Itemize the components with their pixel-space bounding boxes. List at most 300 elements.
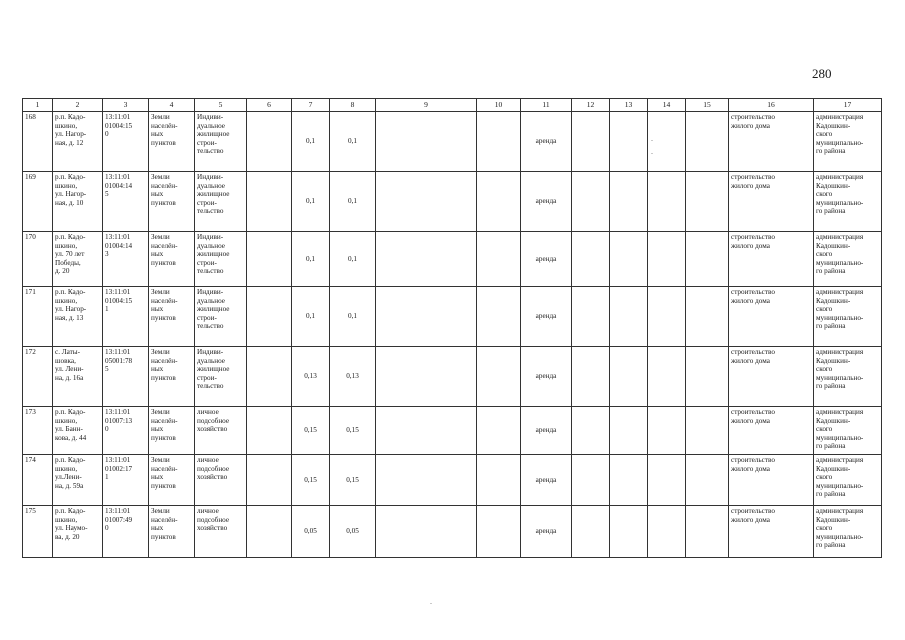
lease-type-cell: аренда xyxy=(521,232,572,287)
table-row xyxy=(23,232,882,287)
permitted-use-cell xyxy=(195,455,247,506)
area-cell: 0,1 xyxy=(330,287,376,347)
land-category-cell-line: ных xyxy=(151,524,164,533)
column-header: 14 xyxy=(648,99,686,112)
land-category-cell-line: населён- xyxy=(151,416,178,425)
empty-cell xyxy=(572,172,610,232)
address-cell-line: шкино, xyxy=(55,296,78,305)
address-cell-line: ул. Нагор- xyxy=(55,130,87,139)
cadastral-number-cell-line: 1 xyxy=(105,305,109,314)
empty-cell xyxy=(572,347,610,407)
land-category-cell-line: Земли xyxy=(151,348,170,356)
purpose-cell xyxy=(729,172,814,232)
address-cell-line: шкино, xyxy=(55,464,78,473)
permitted-use-cell-line: личное xyxy=(197,408,219,416)
land-category-cell-line: населён- xyxy=(151,296,178,305)
empty-cell xyxy=(610,112,648,172)
area-cell: 0,1 xyxy=(330,172,376,232)
land-category-cell-line: ных xyxy=(151,250,164,259)
column-header: 15 xyxy=(686,99,729,112)
lease-type-cell: аренда xyxy=(521,455,572,506)
permitted-use-cell-line: Индиви- xyxy=(197,173,224,181)
cadastral-number-cell-line: 1 xyxy=(105,473,109,482)
cadastral-number-cell-line: 01007:13 xyxy=(105,416,133,425)
area-cell: 0,13 xyxy=(292,347,330,407)
purpose-cell-line: жилого дома xyxy=(731,241,770,250)
permitted-use-cell-line: Индиви- xyxy=(197,288,224,296)
cadastral-number-cell-line: 05001:78 xyxy=(105,356,133,365)
cadastral-number-cell xyxy=(103,172,149,232)
empty-cell xyxy=(477,172,521,232)
area-cell: 0,15 xyxy=(292,407,330,455)
row-number: 170 xyxy=(23,232,53,287)
empty-cell xyxy=(686,347,729,407)
address-cell xyxy=(53,506,103,558)
purpose-cell-line: строительство xyxy=(731,233,775,241)
empty-cell xyxy=(247,455,292,506)
owner-cell-line: го района xyxy=(816,207,846,216)
address-cell-line: р.п. Кадо- xyxy=(55,456,86,464)
permitted-use-cell-line: подсобное xyxy=(197,416,230,425)
land-category-cell-line: пунктов xyxy=(151,198,176,207)
empty-cell xyxy=(610,232,648,287)
cadastral-number-cell-line: 01007:49 xyxy=(105,515,133,524)
empty-cell xyxy=(610,455,648,506)
empty-cell xyxy=(648,347,686,407)
row-number: 173 xyxy=(23,407,53,455)
owner-cell-line: муниципально- xyxy=(816,313,864,322)
table-row xyxy=(23,172,882,232)
area-cell: 0,1 xyxy=(292,172,330,232)
owner-cell-line: ского xyxy=(816,524,833,533)
permitted-use-cell-line: тельство xyxy=(197,147,224,156)
address-cell-line: р.п. Кадо- xyxy=(55,113,86,121)
row-number: 174 xyxy=(23,455,53,506)
permitted-use-cell-line: хозяйство xyxy=(197,473,228,482)
row-number: 169 xyxy=(23,172,53,232)
cadastral-number-cell-line: 5 xyxy=(105,190,109,199)
empty-cell xyxy=(610,506,648,558)
owner-cell-line: администрация xyxy=(816,348,864,356)
area-cell: 0,1 xyxy=(292,112,330,172)
table-row xyxy=(23,506,882,558)
empty-cell xyxy=(686,287,729,347)
column-header: 17 xyxy=(814,99,882,112)
address-cell xyxy=(53,232,103,287)
empty-cell xyxy=(477,112,521,172)
owner-cell-line: го района xyxy=(816,442,846,451)
owner-cell-line: администрация xyxy=(816,288,864,296)
area-cell: 0,05 xyxy=(292,506,330,558)
land-category-cell-line: Земли xyxy=(151,507,170,515)
cadastral-number-cell-line: 13:11:01 xyxy=(105,507,131,515)
cadastral-number-cell-line: 01002:17 xyxy=(105,464,133,473)
land-category-cell-line: населён- xyxy=(151,464,178,473)
empty-cell xyxy=(610,287,648,347)
owner-cell-line: муниципально- xyxy=(816,138,864,147)
table-row xyxy=(23,455,882,506)
table-row xyxy=(23,287,882,347)
owner-cell-line: администрация xyxy=(816,456,864,464)
empty-cell xyxy=(648,506,686,558)
land-category-cell-line: ных xyxy=(151,190,164,199)
empty-cell xyxy=(376,347,477,407)
permitted-use-cell-line: дуальное xyxy=(197,241,225,250)
purpose-cell xyxy=(729,347,814,407)
permitted-use-cell-line: тельство xyxy=(197,322,224,331)
empty-cell xyxy=(648,112,686,172)
empty-cell xyxy=(572,232,610,287)
purpose-cell xyxy=(729,112,814,172)
permitted-use-cell-line: тельство xyxy=(197,267,224,276)
permitted-use-cell xyxy=(195,232,247,287)
empty-cell xyxy=(610,172,648,232)
permitted-use-cell-line: жилищное xyxy=(197,130,230,139)
address-cell-line: шкино, xyxy=(55,515,78,524)
address-cell-line: ул. Лени- xyxy=(55,365,84,374)
empty-cell xyxy=(376,407,477,455)
address-cell-line: на, д. 59а xyxy=(55,481,84,490)
owner-cell-line: администрация xyxy=(816,173,864,181)
column-header: 8 xyxy=(330,99,376,112)
permitted-use-cell-line: хозяйство xyxy=(197,425,228,434)
column-header: 5 xyxy=(195,99,247,112)
permitted-use-cell xyxy=(195,407,247,455)
cadastral-number-cell-line: 01004:14 xyxy=(105,181,133,190)
empty-cell xyxy=(376,172,477,232)
permitted-use-cell-line: дуальное xyxy=(197,296,225,305)
address-cell-line: Победы, xyxy=(55,258,81,267)
cadastral-number-cell-line: 13:11:01 xyxy=(105,113,131,121)
permitted-use-cell-line: строи- xyxy=(197,138,217,147)
owner-cell-line: го района xyxy=(816,490,846,499)
owner-cell-line: ского xyxy=(816,250,833,259)
land-category-cell-line: населён- xyxy=(151,241,178,250)
area-cell: 0,13 xyxy=(330,347,376,407)
permitted-use-cell xyxy=(195,172,247,232)
permitted-use-cell-line: подсобное xyxy=(197,515,230,524)
owner-cell-line: Кадошкин- xyxy=(816,241,851,250)
address-cell-line: ная, д. 12 xyxy=(55,138,84,147)
empty-cell xyxy=(477,232,521,287)
empty-cell xyxy=(477,455,521,506)
address-cell xyxy=(53,112,103,172)
cadastral-number-cell-line: 5 xyxy=(105,365,109,374)
scan-speck: . xyxy=(651,147,653,156)
empty-cell xyxy=(686,455,729,506)
land-category-cell xyxy=(149,455,195,506)
cadastral-number-cell xyxy=(103,506,149,558)
owner-cell xyxy=(814,112,882,172)
table-row xyxy=(23,112,882,172)
cadastral-number-cell xyxy=(103,287,149,347)
owner-cell xyxy=(814,287,882,347)
owner-cell-line: го района xyxy=(816,267,846,276)
scan-speck: . xyxy=(651,134,653,143)
owner-cell-line: Кадошкин- xyxy=(816,515,851,524)
owner-cell-line: Кадошкин- xyxy=(816,464,851,473)
land-category-cell-line: пунктов xyxy=(151,433,176,442)
column-header: 10 xyxy=(477,99,521,112)
owner-cell xyxy=(814,407,882,455)
address-cell-line: ва, д. 20 xyxy=(55,532,80,541)
owner-cell-line: Кадошкин- xyxy=(816,296,851,305)
land-category-cell-line: Земли xyxy=(151,113,170,121)
land-category-cell-line: ных xyxy=(151,425,164,434)
land-category-cell xyxy=(149,112,195,172)
empty-cell xyxy=(376,232,477,287)
address-cell-line: ул. Наумо- xyxy=(55,524,88,533)
column-header: 9 xyxy=(376,99,477,112)
row-number: 171 xyxy=(23,287,53,347)
permitted-use-cell-line: подсобное xyxy=(197,464,230,473)
permitted-use-cell-line: дуальное xyxy=(197,356,225,365)
permitted-use-cell-line: жилищное xyxy=(197,250,230,259)
column-header: 13 xyxy=(610,99,648,112)
purpose-cell-line: строительство xyxy=(731,507,775,515)
column-header: 2 xyxy=(53,99,103,112)
land-category-cell-line: пунктов xyxy=(151,313,176,322)
land-category-cell xyxy=(149,172,195,232)
empty-cell xyxy=(686,506,729,558)
purpose-cell xyxy=(729,287,814,347)
column-header: 11 xyxy=(521,99,572,112)
owner-cell-line: Кадошкин- xyxy=(816,416,851,425)
lease-type-cell: аренда xyxy=(521,506,572,558)
purpose-cell-line: строительство xyxy=(731,113,775,121)
area-cell: 0,1 xyxy=(330,112,376,172)
address-cell-line: ул. Банн- xyxy=(55,425,83,434)
empty-cell xyxy=(247,506,292,558)
purpose-cell-line: жилого дома xyxy=(731,181,770,190)
purpose-cell-line: строительство xyxy=(731,408,775,416)
owner-cell xyxy=(814,455,882,506)
land-category-cell xyxy=(149,506,195,558)
purpose-cell xyxy=(729,506,814,558)
land-category-cell xyxy=(149,287,195,347)
permitted-use-cell xyxy=(195,347,247,407)
land-category-cell-line: ных xyxy=(151,130,164,139)
address-cell-line: д. 20 xyxy=(55,267,70,276)
permitted-use-cell-line: жилищное xyxy=(197,365,230,374)
purpose-cell-line: жилого дома xyxy=(731,356,770,365)
cadastral-number-cell-line: 0 xyxy=(105,524,109,533)
column-header: 4 xyxy=(149,99,195,112)
empty-cell xyxy=(247,347,292,407)
area-cell: 0,15 xyxy=(292,455,330,506)
purpose-cell-line: жилого дома xyxy=(731,416,770,425)
empty-cell xyxy=(247,407,292,455)
table-row xyxy=(23,347,882,407)
purpose-cell-line: жилого дома xyxy=(731,296,770,305)
land-category-cell-line: пунктов xyxy=(151,258,176,267)
owner-cell xyxy=(814,232,882,287)
empty-cell xyxy=(376,112,477,172)
address-cell-line: с. Латы- xyxy=(55,348,81,356)
cadastral-number-cell xyxy=(103,112,149,172)
owner-cell xyxy=(814,347,882,407)
address-cell xyxy=(53,407,103,455)
cadastral-number-cell xyxy=(103,407,149,455)
cadastral-number-cell-line: 01004:14 xyxy=(105,241,133,250)
address-cell-line: шкино, xyxy=(55,121,78,130)
empty-cell xyxy=(247,287,292,347)
empty-cell xyxy=(572,506,610,558)
land-category-cell-line: ных xyxy=(151,305,164,314)
permitted-use-cell xyxy=(195,287,247,347)
empty-cell xyxy=(477,506,521,558)
header-row xyxy=(23,99,882,112)
cadastral-number-cell xyxy=(103,232,149,287)
empty-cell xyxy=(376,506,477,558)
empty-cell xyxy=(686,232,729,287)
column-header: 6 xyxy=(247,99,292,112)
land-category-cell-line: населён- xyxy=(151,121,178,130)
land-category-cell-line: населён- xyxy=(151,181,178,190)
permitted-use-cell xyxy=(195,112,247,172)
owner-cell-line: муниципально- xyxy=(816,258,864,267)
owner-cell-line: муниципально- xyxy=(816,198,864,207)
purpose-cell xyxy=(729,232,814,287)
empty-cell xyxy=(686,172,729,232)
cadastral-number-cell-line: 01004:15 xyxy=(105,121,133,130)
owner-cell-line: ского xyxy=(816,190,833,199)
permitted-use-cell-line: дуальное xyxy=(197,121,225,130)
owner-cell-line: ского xyxy=(816,365,833,374)
address-cell-line: шкино, xyxy=(55,241,78,250)
column-header: 3 xyxy=(103,99,149,112)
permitted-use-cell-line: строи- xyxy=(197,258,217,267)
area-cell: 0,05 xyxy=(330,506,376,558)
column-header: 16 xyxy=(729,99,814,112)
land-category-cell-line: Земли xyxy=(151,233,170,241)
address-cell-line: р.п. Кадо- xyxy=(55,233,86,241)
page-number: 280 xyxy=(812,66,832,81)
empty-cell xyxy=(376,287,477,347)
empty-cell xyxy=(648,287,686,347)
permitted-use-cell-line: строи- xyxy=(197,373,217,382)
empty-cell xyxy=(572,407,610,455)
empty-cell xyxy=(648,407,686,455)
owner-cell-line: администрация xyxy=(816,113,864,121)
address-cell-line: шкино, xyxy=(55,416,78,425)
cadastral-number-cell-line: 13:11:01 xyxy=(105,288,131,296)
empty-cell xyxy=(686,112,729,172)
permitted-use-cell-line: Индиви- xyxy=(197,348,224,356)
empty-cell xyxy=(477,347,521,407)
owner-cell-line: Кадошкин- xyxy=(816,356,851,365)
address-cell xyxy=(53,172,103,232)
land-category-cell-line: населён- xyxy=(151,515,178,524)
address-cell-line: р.п. Кадо- xyxy=(55,173,86,181)
purpose-cell xyxy=(729,407,814,455)
land-category-cell-line: пунктов xyxy=(151,373,176,382)
area-cell: 0,15 xyxy=(330,407,376,455)
area-cell: 0,15 xyxy=(330,455,376,506)
purpose-cell xyxy=(729,455,814,506)
permitted-use-cell-line: личное xyxy=(197,456,219,464)
cadastral-number-cell-line: 01004:15 xyxy=(105,296,133,305)
cadastral-number-cell-line: 0 xyxy=(105,425,109,434)
land-category-cell-line: Земли xyxy=(151,173,170,181)
purpose-cell-line: строительство xyxy=(731,173,775,181)
permitted-use-cell-line: тельство xyxy=(197,382,224,391)
land-category-cell-line: Земли xyxy=(151,408,170,416)
owner-cell-line: администрация xyxy=(816,233,864,241)
cadastral-number-cell-line: 3 xyxy=(105,250,109,259)
address-cell-line: ул. 70 лет xyxy=(55,250,85,259)
purpose-cell-line: жилого дома xyxy=(731,121,770,130)
address-cell-line: ул.Лени- xyxy=(55,473,82,482)
empty-cell xyxy=(477,287,521,347)
empty-cell xyxy=(648,232,686,287)
owner-cell-line: ского xyxy=(816,425,833,434)
purpose-cell-line: жилого дома xyxy=(731,515,770,524)
permitted-use-cell-line: Индиви- xyxy=(197,233,224,241)
land-category-cell-line: пунктов xyxy=(151,138,176,147)
column-header: 1 xyxy=(23,99,53,112)
area-cell: 0,1 xyxy=(292,287,330,347)
purpose-cell-line: строительство xyxy=(731,348,775,356)
land-category-cell xyxy=(149,347,195,407)
address-cell-line: р.п. Кадо- xyxy=(55,288,86,296)
owner-cell-line: ского xyxy=(816,473,833,482)
empty-cell xyxy=(247,232,292,287)
empty-cell xyxy=(648,172,686,232)
owner-cell-line: го района xyxy=(816,322,846,331)
permitted-use-cell-line: дуальное xyxy=(197,181,225,190)
column-header: 12 xyxy=(572,99,610,112)
cadastral-number-cell-line: 0 xyxy=(105,130,109,139)
owner-cell-line: го района xyxy=(816,541,846,550)
land-category-cell-line: ных xyxy=(151,473,164,482)
address-cell-line: кова, д. 44 xyxy=(55,433,87,442)
land-category-cell-line: пунктов xyxy=(151,481,176,490)
address-cell-line: ная, д. 10 xyxy=(55,198,84,207)
address-cell-line: ул. Нагор- xyxy=(55,190,87,199)
cadastral-number-cell xyxy=(103,347,149,407)
permitted-use-cell-line: жилищное xyxy=(197,190,230,199)
owner-cell-line: администрация xyxy=(816,408,864,416)
land-category-cell xyxy=(149,232,195,287)
land-registry-table xyxy=(22,98,882,558)
column-header: 7 xyxy=(292,99,330,112)
area-cell: 0,1 xyxy=(292,232,330,287)
address-cell-line: ная, д. 13 xyxy=(55,313,84,322)
address-cell-line: ул. Нагор- xyxy=(55,305,87,314)
owner-cell-line: администрация xyxy=(816,507,864,515)
cadastral-number-cell-line: 13:11:01 xyxy=(105,348,131,356)
address-cell-line: на, д. 16а xyxy=(55,373,84,382)
permitted-use-cell-line: тельство xyxy=(197,207,224,216)
address-cell xyxy=(53,455,103,506)
lease-type-cell: аренда xyxy=(521,407,572,455)
lease-type-cell: аренда xyxy=(521,172,572,232)
table-row xyxy=(23,407,882,455)
address-cell xyxy=(53,287,103,347)
scan-speck: . xyxy=(430,597,432,606)
row-number: 168 xyxy=(23,112,53,172)
lease-type-cell: аренда xyxy=(521,112,572,172)
land-category-cell-line: населён- xyxy=(151,356,178,365)
address-cell xyxy=(53,347,103,407)
permitted-use-cell-line: Индиви- xyxy=(197,113,224,121)
owner-cell-line: муниципально- xyxy=(816,481,864,490)
empty-cell xyxy=(477,407,521,455)
area-cell: 0,1 xyxy=(330,232,376,287)
owner-cell-line: го района xyxy=(816,147,846,156)
empty-cell xyxy=(247,112,292,172)
